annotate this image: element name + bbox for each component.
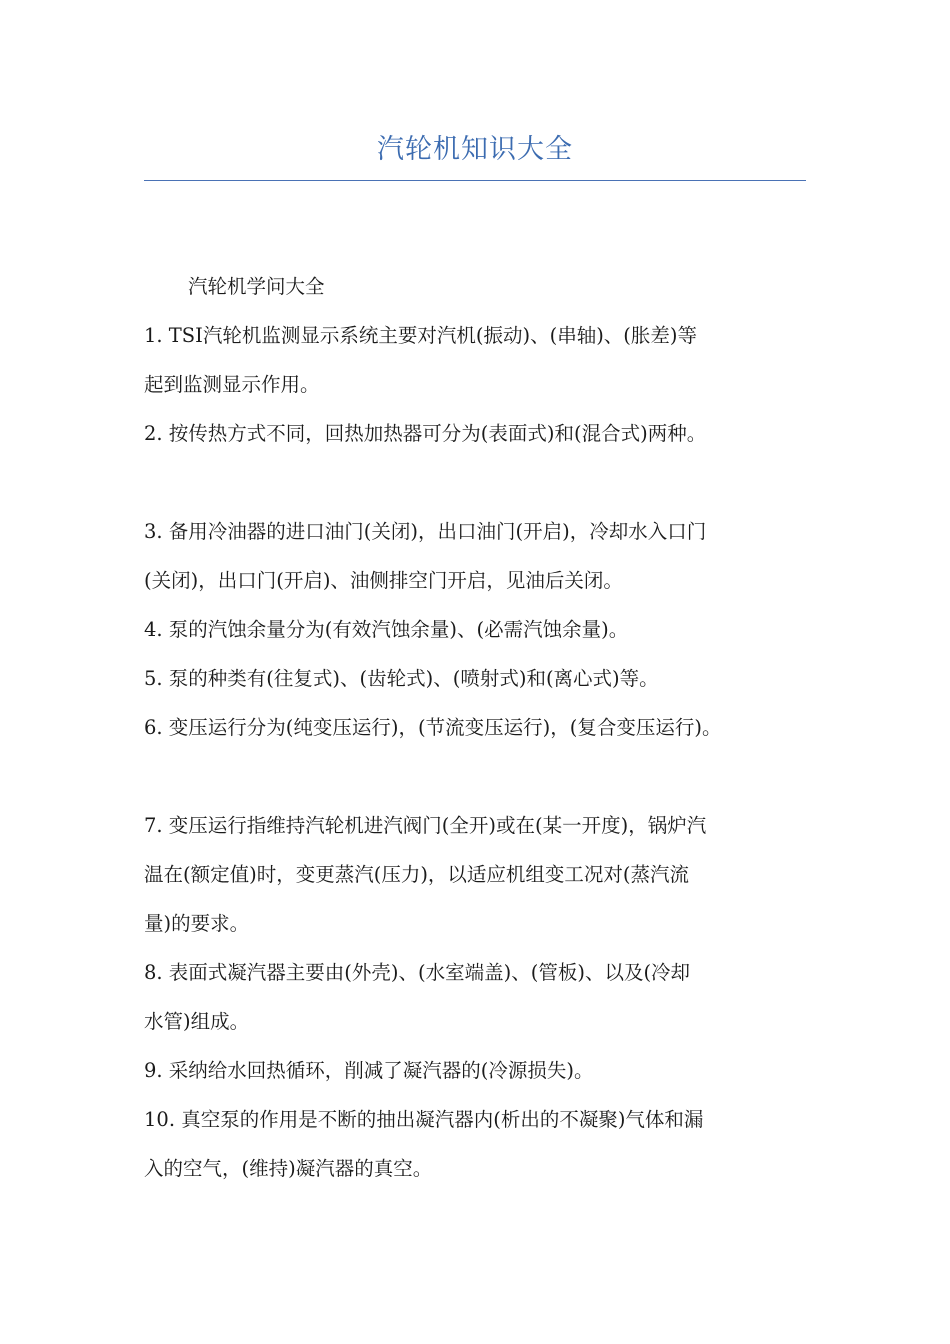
text-line: 10. 真空泵的作用是不断的抽出凝汽器内(析出的不凝聚)气体和漏 [144,1108,704,1131]
text-line: 温在(额定值)时，变更蒸汽(压力)，以适应机组变工况对(蒸汽流 [144,863,690,886]
text-line: 6. 变压运行分为(纯变压运行)，(节流变压运行)，(复合变压运行)。 [144,716,722,739]
text-line: 5. 泵的种类有(往复式)、(齿轮式)、(喷射式)和(离心式)等。 [144,667,659,690]
text-line: 8. 表面式凝汽器主要由(外壳)、(水室端盖)、(管板)、以及(冷却 [144,961,691,984]
section-subtitle: 汽轮机学问大全 [188,275,325,298]
text-line: 7. 变压运行指维持汽轮机进汽阀门(全开)或在(某一开度)，锅炉汽 [144,814,707,837]
text-line: 4. 泵的汽蚀余量分为(有效汽蚀余量)、(必需汽蚀余量)。 [144,618,629,641]
text-line: 2. 按传热方式不同，回热加热器可分为(表面式)和(混合式)两种。 [144,422,707,445]
blank-line [144,458,844,507]
text-line: (关闭)，出口门(开启)、油侧排空门开启，见油后关闭。 [144,569,623,592]
text-line: 量)的要求。 [144,912,250,935]
title-underline [144,180,806,181]
text-line: 1. TSI汽轮机监测显示系统主要对汽机(振动)、(串轴)、(胀差)等 [144,324,698,347]
document-body [144,262,844,1193]
text-line: 起到监测显示作用。 [144,373,320,396]
text-line: 水管)组成。 [144,1010,250,1033]
text-line: 3. 备用冷油器的进口油门(关闭)，出口油门(开启)，冷却水入口门 [144,520,707,543]
blank-line [144,752,844,801]
document-title: 汽轮机知识大全 [377,134,573,165]
text-line: 9. 采纳给水回热循环，削减了凝汽器的(冷源损失)。 [144,1059,594,1082]
text-line: 入的空气，(维持)凝汽器的真空。 [144,1157,433,1180]
